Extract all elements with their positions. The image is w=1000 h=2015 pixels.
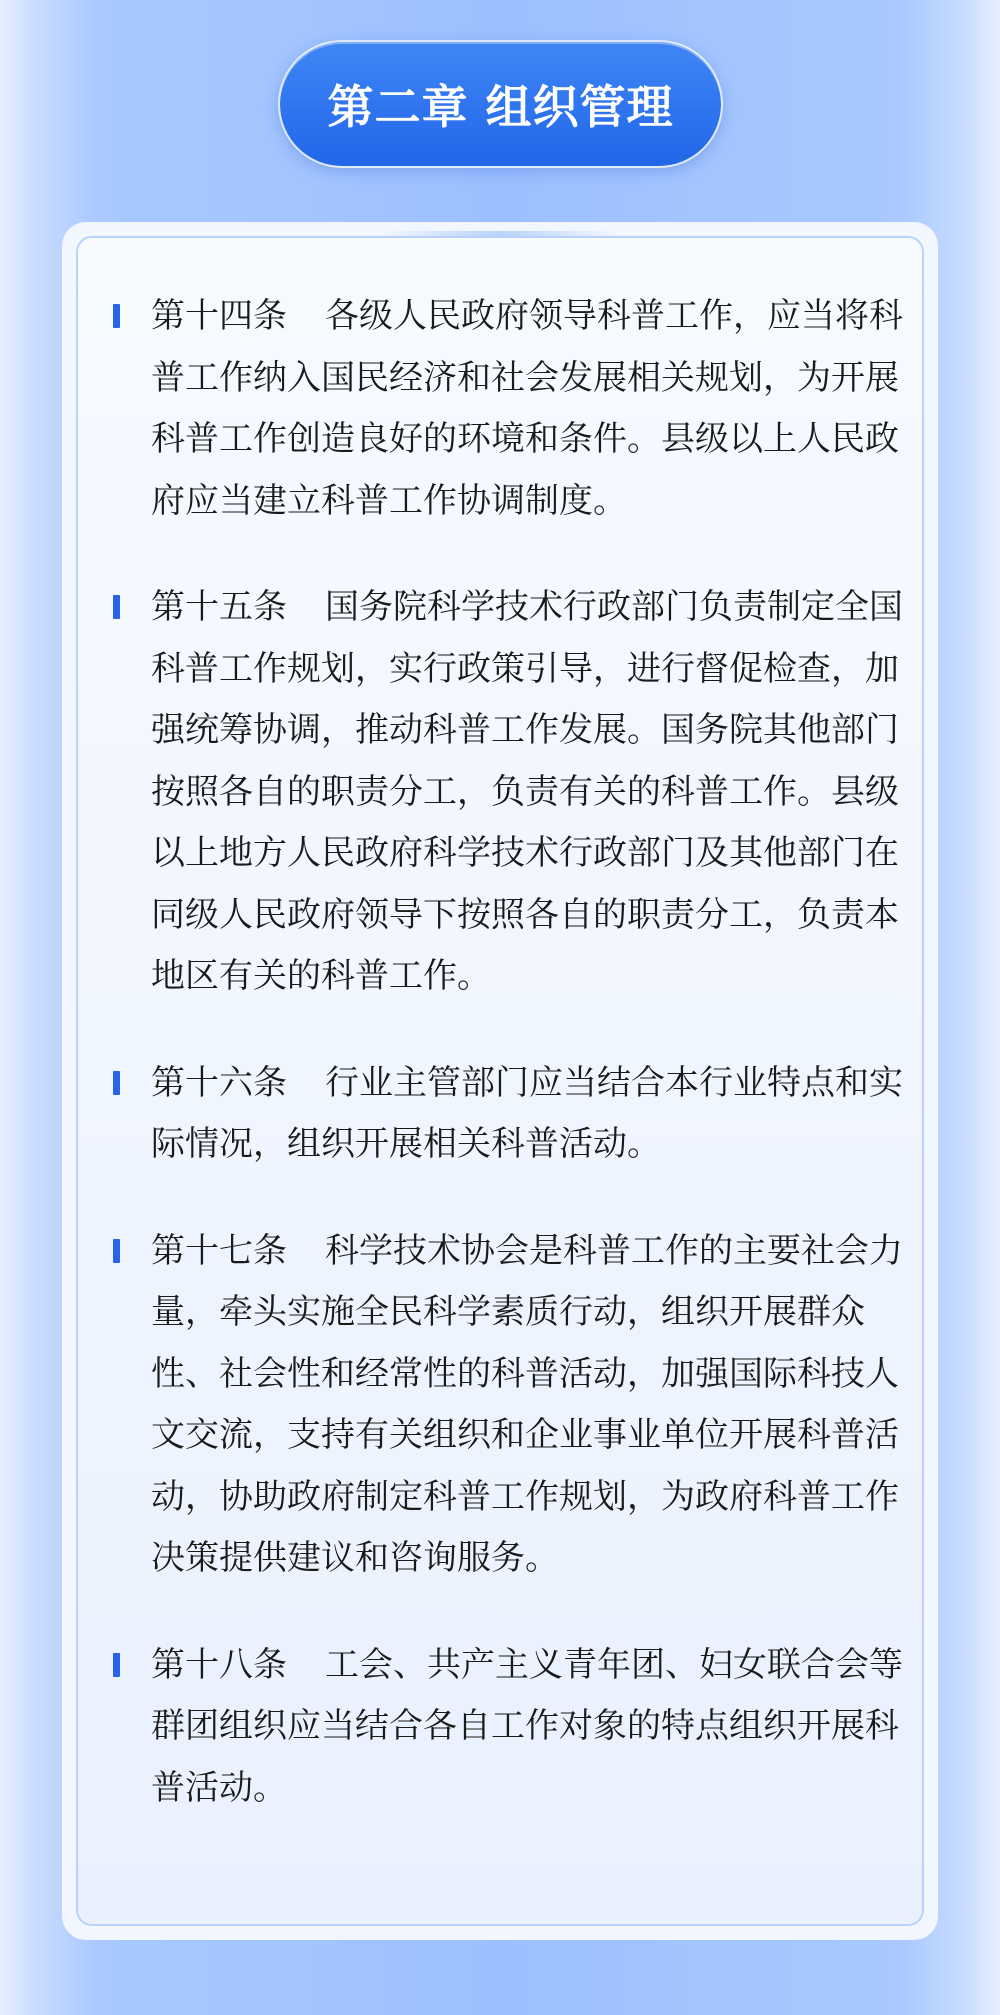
article-text: 各级人民政府领导科普工作，应当将科普工作纳入国民经济和社会发展相关规划，为开展科普工作创造良好的环境和条件。县级以上人民政府应当建立科普工作协调制度。 — [151, 296, 903, 521]
bullet-marker — [113, 1239, 120, 1263]
bullet-marker — [113, 595, 120, 619]
article-15 — [113, 577, 903, 1008]
article-number: 第十五条 — [151, 587, 287, 627]
article-14 — [113, 286, 903, 532]
article-number: 第十七条 — [151, 1230, 287, 1271]
bullet-marker — [113, 1653, 120, 1677]
card-top-accent — [380, 231, 620, 237]
article-text: 科学技术协会是科普工作的主要社会力量，牵头实施全民科学素质行动，组织开展群众性、社会性和经常性的科普活动，加强国际科技人文交流，支持有关组织和企业事业单位开展科普活动，协助政府制定科普工作规划，为政府科普工作决策提供建议和咨询服务。 — [151, 1230, 903, 1578]
article-18 — [113, 1635, 903, 1820]
article-number: 第十八条 — [151, 1644, 287, 1685]
bullet-marker — [113, 1071, 120, 1095]
article-list — [113, 286, 903, 1864]
article-number: 第十四条 — [151, 296, 287, 336]
bullet-marker — [113, 304, 120, 328]
article-number: 第十六条 — [151, 1062, 287, 1103]
article-text: 行业主管部门应当结合本行业特点和实际情况，组织开展相关科普活动。 — [151, 1062, 903, 1164]
article-16 — [113, 1053, 903, 1176]
article-17 — [113, 1221, 903, 1590]
article-text: 国务院科学技术行政部门负责制定全国科普工作规划，实行政策引导，进行督促检查，加强统筹协调，推动科普工作发展。国务院其他部门按照各自的职责分工，负责有关的科普工作。县级以上地方人民政府科学技术行政部门及其他部门在同级人民政府领导下按照各自的职责分工，负责本地区有关的科普工作。 — [151, 587, 903, 996]
chapter-heading-pill — [278, 40, 723, 168]
article-text: 工会、共产主义青年团、妇女联合会等群团组织应当结合各自工作对象的特点组织开展科普活动。 — [151, 1644, 903, 1808]
chapter-title: 第二章 组织管理 — [327, 80, 674, 134]
